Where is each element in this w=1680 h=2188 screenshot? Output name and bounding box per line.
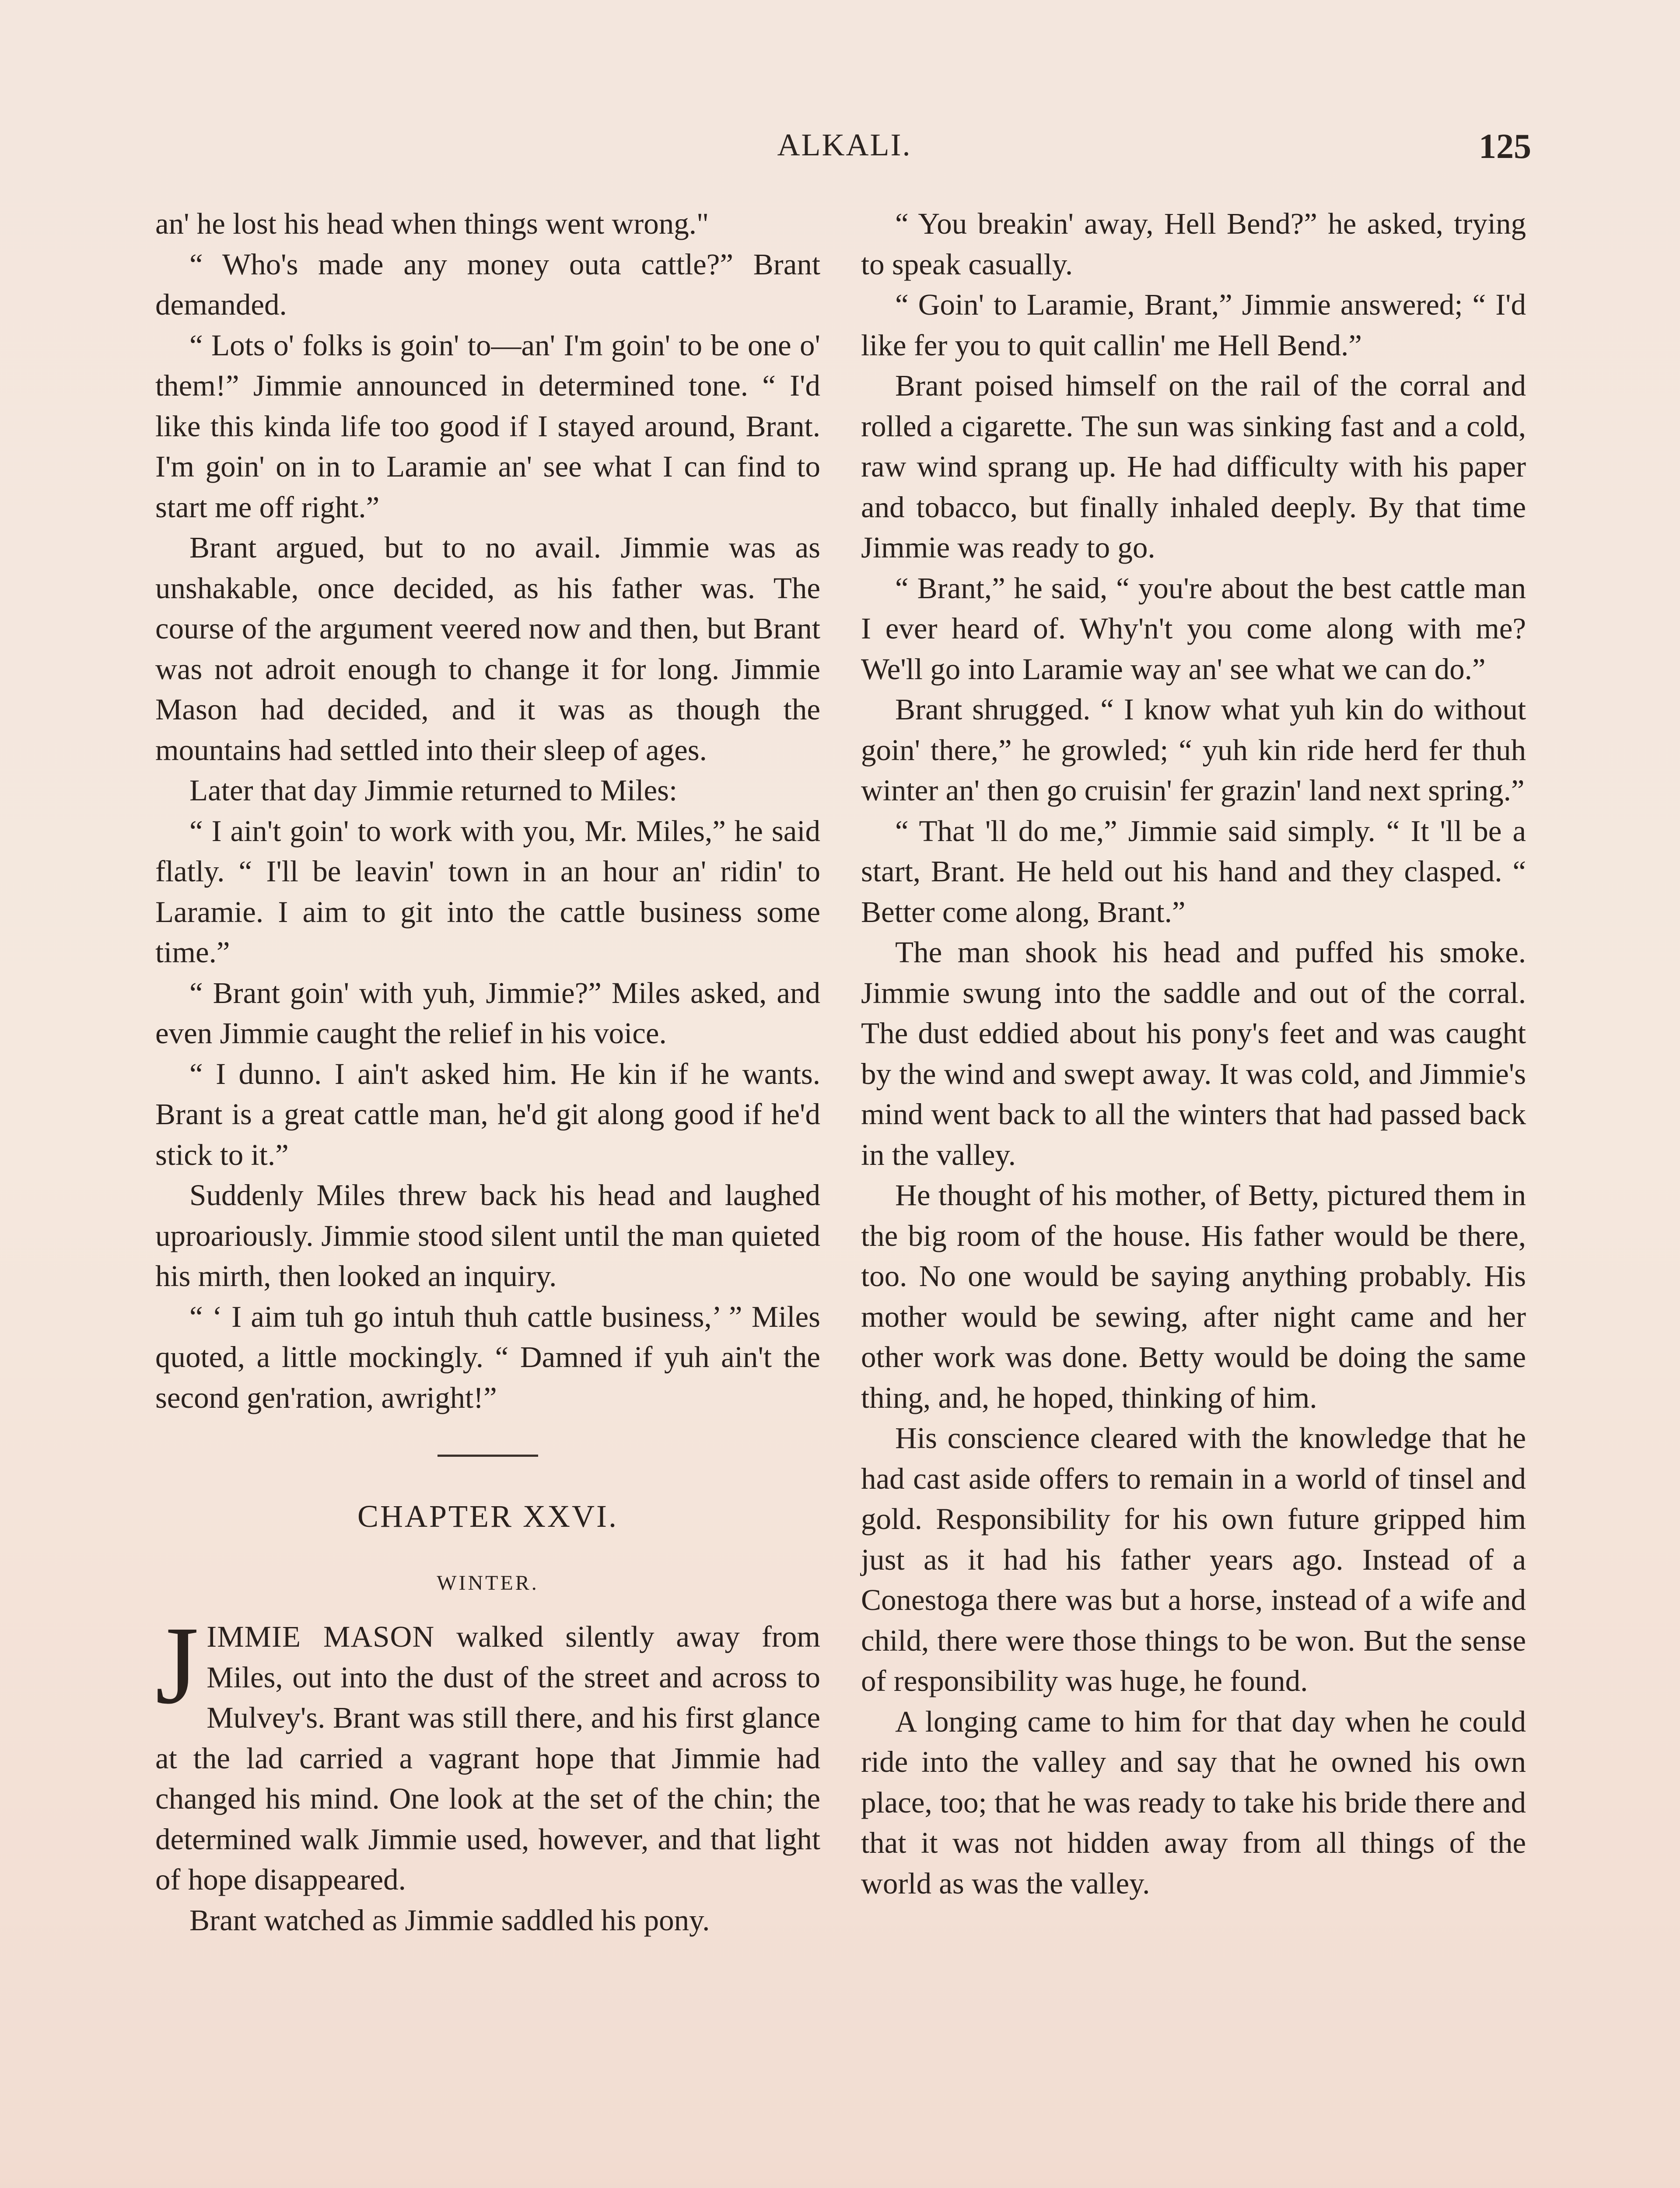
opening-small-caps: IMMIE MASON [206,1620,435,1653]
paragraph: Brant poised himself on the rail of the corral and rolled a cigarette. The sun was sinking fast and a cold, raw wind sprang up. He had difficulty with his paper and tobacco, but finally inhaled deeply. By that time Jimmie was ready to go. [861,369,1526,564]
section-divider [438,1455,538,1457]
paragraph: A longing came to him for that day when he could ride into the valley and say that he owned his own place, too; that he was ready to take his bride there and that it was not hidden away from all things of the world as was the valley. [861,1704,1526,1900]
right-column [861,203,1526,1904]
paragraph: “ Lots o' folks is goin' to—an' I'm goin' to be one o' them!” Jimmie announced in determined tone. “ I'd like this kinda life too good if I stayed around, Brant. I'm goin' on in to Laramie an' see what I can find to start me off right.” [155,328,820,524]
paragraph: “ Who's made any money outa cattle?” Brant demanded. [155,247,820,321]
paragraph: Suddenly Miles threw back his head and laughed uproariously. Jimmie stood silent until the man quieted his mirth, then looked an inquiry. [155,1178,820,1293]
left-column [155,203,820,1940]
opening-paragraph-text: walked silently away from Miles, out into the dust of the street and across to Mulvey's. Brant was still there, and his first glance at the lad carried a vagrant hope that Jimmie had changed his mind. One look at the set of the chin; the determined walk Jimmie used, however, and that light of hope disappeared. [155,1620,820,1896]
paragraph: “ You breakin' away, Hell Bend?” he asked, trying to speak casually. [861,207,1526,281]
paragraph: His conscience cleared with the knowledge that he had cast aside offers to remain in a world of tinsel and gold. Responsibility for his own future gripped him just as it had his father years ago. Instead of a Conestoga there was but a horse, instead of a wife and child, there were those things to be won. But the sense of responsibility was huge, he found. [861,1421,1526,1697]
page-number: 125 [1479,127,1531,166]
paragraph: Brant argued, but to no avail. Jimmie was as unshakable, once decided, as his father was. The course of the argument veered now and then, but Brant was not adroit enough to change it for long. Jimmie Mason had decided, and it was as though the mountains had settled into their sleep of ages. [155,531,820,767]
paragraph: “ I ain't goin' to work with you, Mr. Miles,” he said flatly. “ I'll be leavin' town in an hour an' ridin' to Laramie. I aim to git into the cattle business some time.” [155,814,820,969]
paragraph: an' he lost his head when things went wrong." [155,207,709,240]
paragraph: “ Goin' to Laramie, Brant,” Jimmie answered; “ I'd like fer you to quit callin' me Hell Bend.” [861,288,1526,362]
page-header [158,127,1531,175]
paragraph: “ Brant goin' with yuh, Jimmie?” Miles asked, and even Jimmie caught the relief in his voice. [155,976,820,1050]
drop-cap: J [155,1604,199,1727]
chapter-subtitle: WINTER. [437,1571,539,1595]
paragraph: “ That 'll do me,” Jimmie said simply. “ It 'll be a start, Brant. He held out his hand and they clasped. “ Better come along, Brant.” [861,814,1526,929]
paragraph: Brant watched as Jimmie saddled his pony. [189,1903,710,1937]
paragraph: Later that day Jimmie returned to Miles: [189,774,678,807]
chapter-title: CHAPTER XXVI. [357,1499,618,1534]
paragraph: “ I dunno. I ain't asked him. He kin if he wants. Brant is a great cattle man, he'd git along good if he'd stick to it.” [155,1057,820,1171]
paragraph: He thought of his mother, of Betty, pictured them in the big room of the house. His father would be there, too. No one would be saying anything probably. His mother would be sewing, after night came and her other work was done. Betty would be doing the same thing, and, he hoped, thinking of him. [861,1178,1526,1414]
running-title: ALKALI. [777,127,912,162]
paragraph: The man shook his head and puffed his smoke. Jimmie swung into the saddle and out of the corral. The dust eddied about his pony's feet and was caught by the wind and swept away. It was cold, and Jimmie's mind went back to all the winters that had passed back in the valley. [861,936,1526,1171]
paragraph: “ ‘ I aim tuh go intuh thuh cattle business,’ ” Miles quoted, a little mockingly. “ Damned if yuh ain't the second gen'ration, awright!” [155,1300,820,1414]
paragraph: “ Brant,” he said, “ you're about the best cattle man I ever heard of. Why'n't you come along with me? We'll go into Laramie way an' see what we can do.” [861,571,1526,686]
paragraph: Brant shrugged. “ I know what yuh kin do without goin' there,” he growled; “ yuh kin ride herd fer thuh winter an' then go cruisin' fer grazin' land next spring.” [861,693,1526,807]
chapter-opening-paragraph [155,1604,820,1900]
